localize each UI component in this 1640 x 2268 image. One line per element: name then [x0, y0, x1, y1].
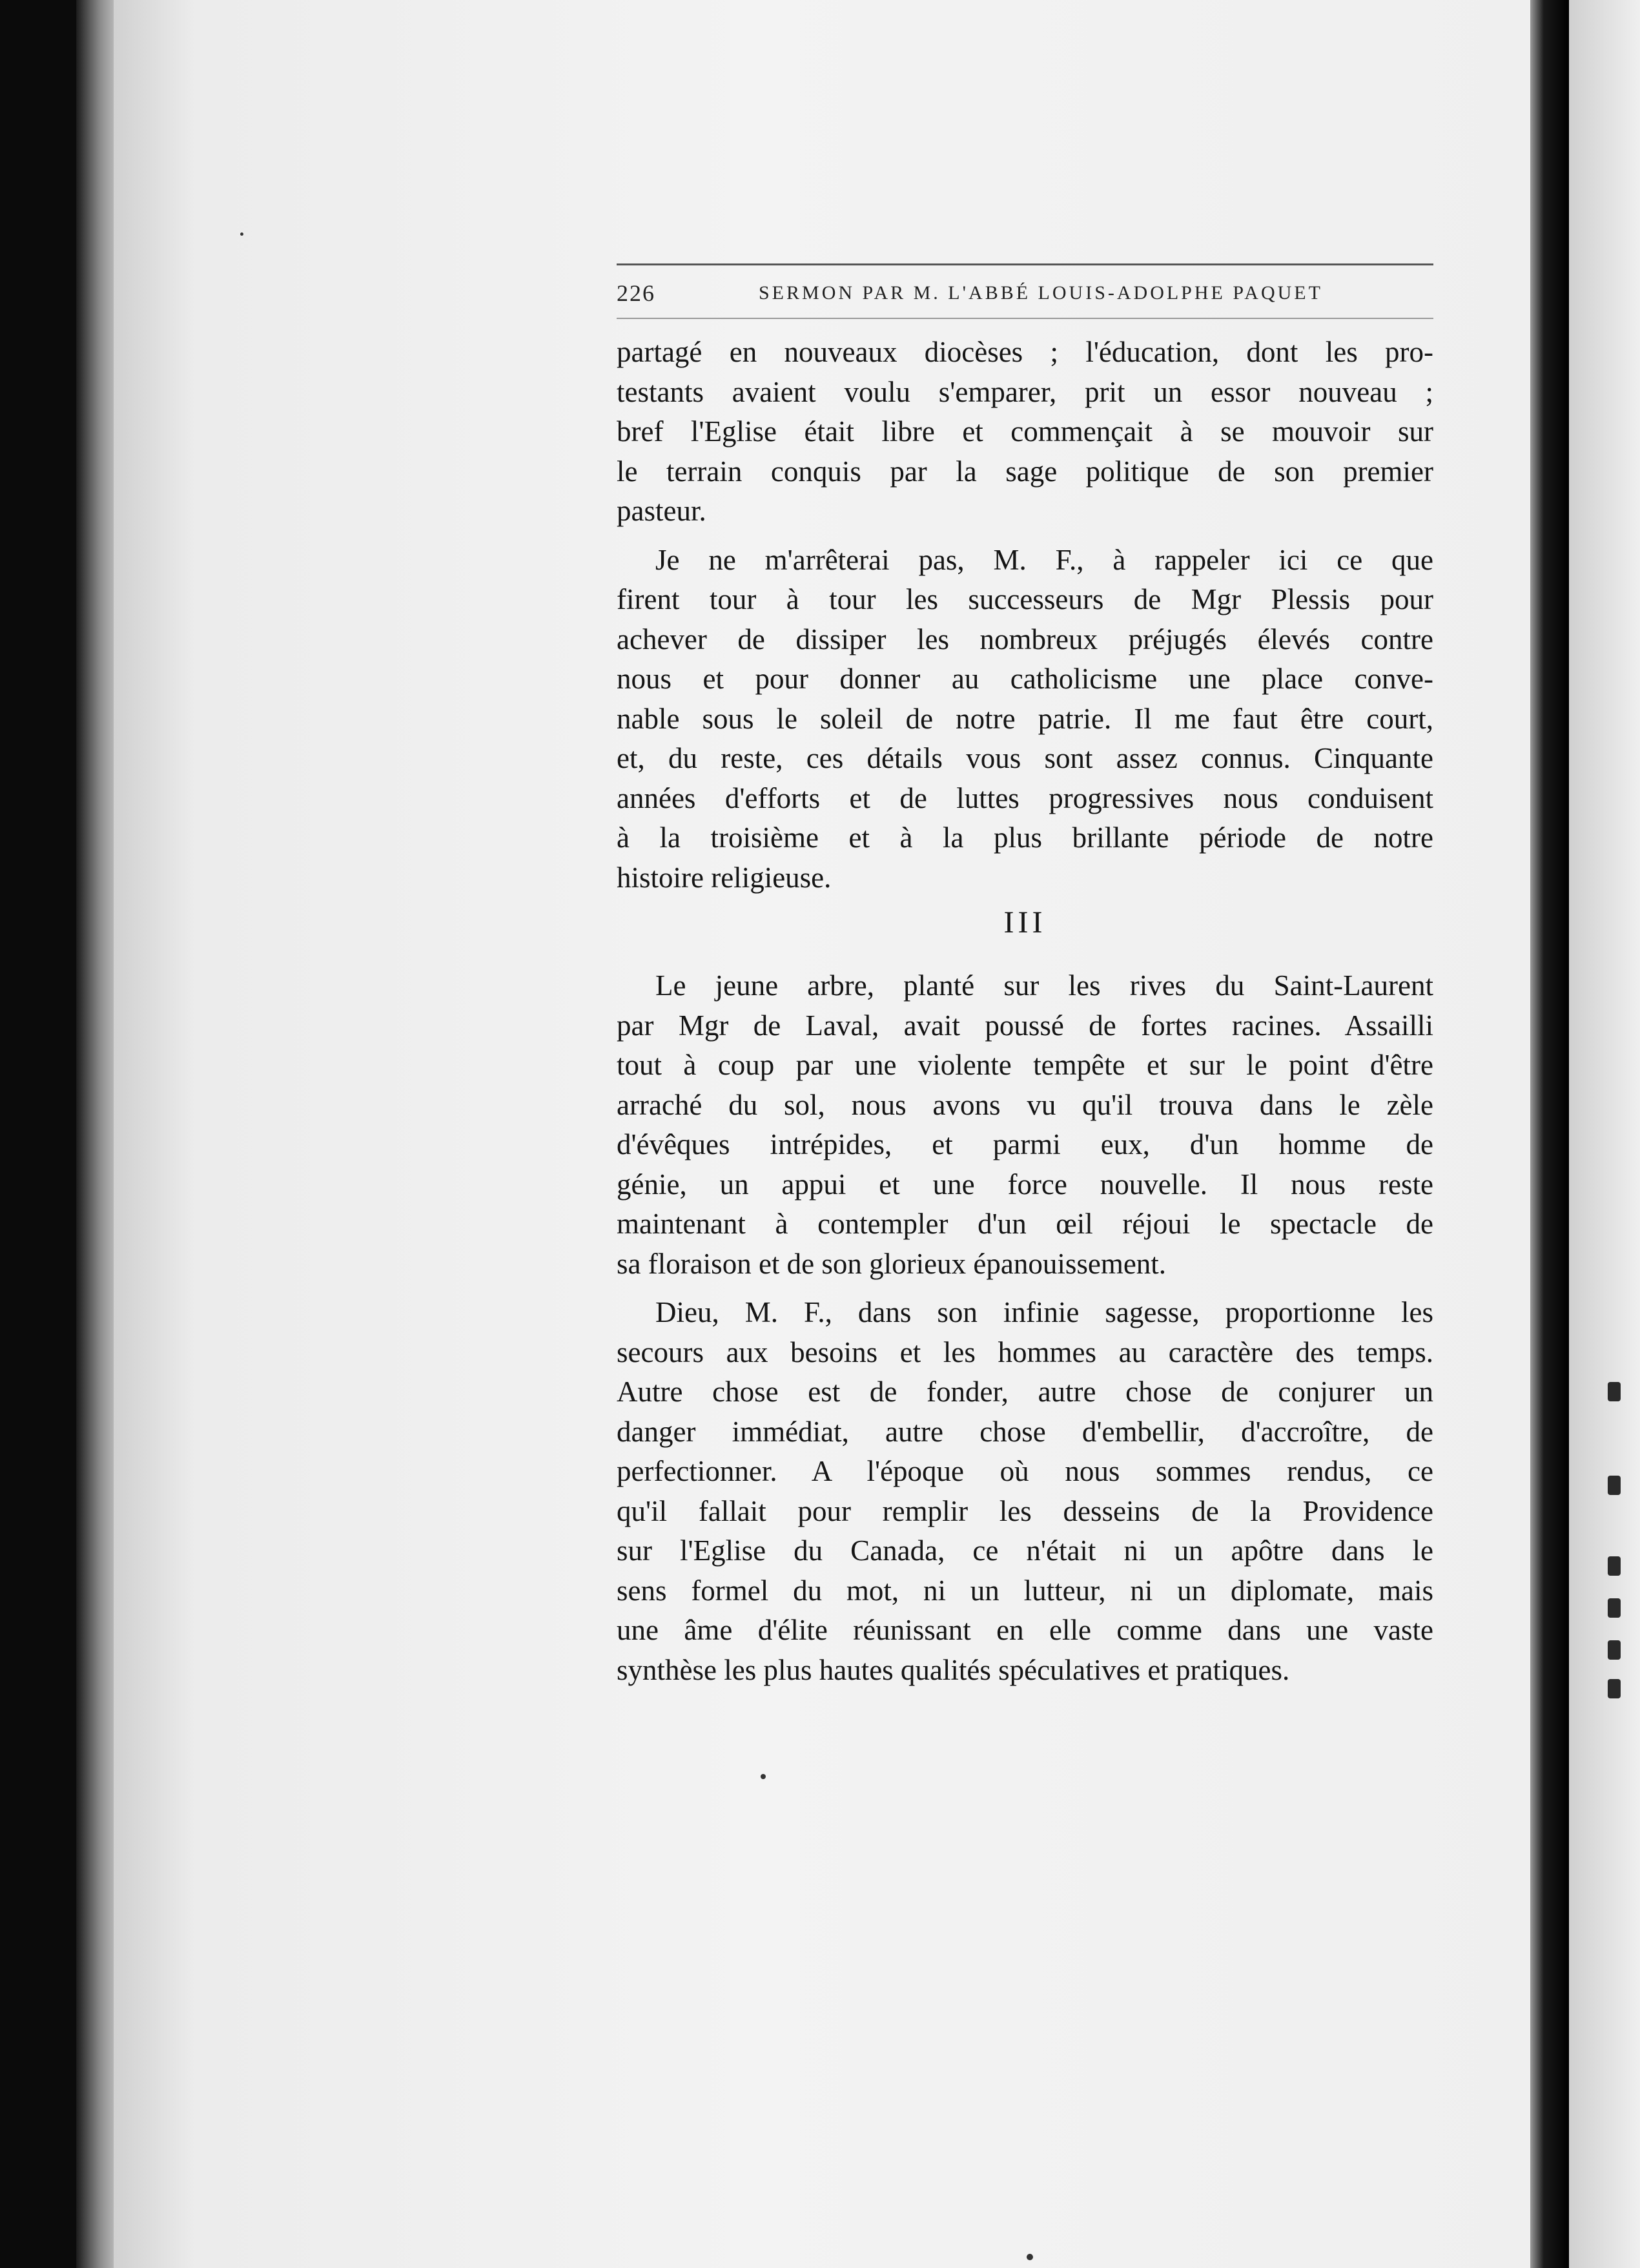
header-rule-top: [617, 263, 1433, 265]
scan-speck: [240, 232, 243, 236]
text-line: testants avaient voulu s'emparer, prit un essor nouveau ;: [617, 375, 1433, 408]
text-line: danger immédiat, autre chose d'embellir, d'accroître, de: [617, 1415, 1433, 1448]
text-line: perfectionner. A l'époque où nous sommes rendus, ce: [617, 1455, 1433, 1487]
text-line: qu'il fallait pour remplir les desseins de la Providence: [617, 1494, 1433, 1527]
adjacent-page-glyph: [1608, 1476, 1621, 1495]
text-line: nable sous le soleil de notre patrie. Il me faut être court,: [617, 702, 1433, 735]
adjacent-page-glyph: [1608, 1598, 1621, 1618]
text-line: une âme d'élite réunissant en elle comme dans une vaste: [617, 1614, 1433, 1646]
running-header: [617, 263, 1433, 322]
running-title: SERMON PAR M. L'ABBÉ LOUIS-ADOLPHE PAQUET: [759, 282, 1323, 304]
text-line: tout à coup par une violente tempête et sur le point d'être: [617, 1049, 1433, 1081]
body-text: [617, 333, 1433, 1690]
adjacent-page-glyph: [1608, 1556, 1621, 1576]
text-line: et, du reste, ces détails vous sont assez connus. Cinquante: [617, 742, 1433, 774]
binding-shadow: [0, 0, 76, 2268]
adjacent-page-glyph: [1608, 1679, 1621, 1698]
text-line: Autre chose est de fonder, autre chose de conjurer un: [617, 1376, 1433, 1408]
text-line: partagé en nouveaux diocèses ; l'éducation, dont les pro-: [617, 336, 1433, 368]
scan-speck: [1027, 2254, 1033, 2260]
text-line: firent tour à tour les successeurs de Mgr Plessis pour: [617, 583, 1433, 615]
text-line: secours aux besoins et les hommes au caractère des temps.: [617, 1335, 1433, 1368]
paragraph-1: [617, 333, 1433, 531]
text-line: histoire religieuse.: [617, 861, 832, 894]
adjacent-page-glyph: [1608, 1640, 1621, 1660]
paragraph-4: [617, 1293, 1433, 1690]
page-gutter: [1530, 0, 1569, 2268]
text-line: Le jeune arbre, planté sur les rives du Saint-Laurent: [655, 969, 1433, 1002]
text-line: Dieu, M. F., dans son infinie sagesse, proportionne les: [655, 1296, 1433, 1328]
text-line: sur l'Eglise du Canada, ce n'était ni un apôtre dans le: [617, 1534, 1433, 1567]
text-line: synthèse les plus hautes qualités spéculatives et pratiques.: [617, 1653, 1290, 1686]
text-line: nous et pour donner au catholicisme une place conve-: [617, 663, 1433, 695]
header-rule-bottom: [617, 318, 1433, 319]
text-line: Je ne m'arrêterai pas, M. F., à rappeler ici ce que: [655, 543, 1433, 576]
text-line: pasteur.: [617, 495, 706, 527]
text-line: d'évêques intrépides, et parmi eux, d'un homme de: [617, 1128, 1433, 1160]
adjacent-page-glyph: [1608, 1382, 1621, 1401]
section-number: III: [1003, 905, 1047, 940]
text-line: génie, un appui et une force nouvelle. Il nous reste: [617, 1168, 1433, 1201]
text-line: sens formel du mot, ni un lutteur, ni un diplomate, mais: [617, 1574, 1433, 1607]
page-number: 226: [617, 280, 655, 306]
text-line: à la troisième et à la plus brillante période de notre: [617, 821, 1433, 854]
text-line: arraché du sol, nous avons vu qu'il trouva dans le zèle: [617, 1088, 1433, 1121]
text-line: bref l'Eglise était libre et commençait à se mouvoir sur: [617, 415, 1433, 448]
text-line: le terrain conquis par la sage politique de son premier: [617, 455, 1433, 488]
text-line: maintenant à contempler d'un œil réjoui le spectacle de: [617, 1208, 1433, 1240]
paragraph-3: [617, 966, 1433, 1284]
scan-speck: [761, 1774, 766, 1779]
adjacent-page-edge: [1569, 0, 1640, 2268]
binding-edge: [76, 0, 114, 2268]
text-line: par Mgr de Laval, avait poussé de fortes racines. Assailli: [617, 1009, 1433, 1042]
text-line: années d'efforts et de luttes progressives nous conduisent: [617, 781, 1433, 814]
text-line: achever de dissiper les nombreux préjugés élevés contre: [617, 623, 1433, 655]
text-line: sa floraison et de son glorieux épanouissement.: [617, 1247, 1167, 1280]
paragraph-2: [617, 541, 1433, 898]
